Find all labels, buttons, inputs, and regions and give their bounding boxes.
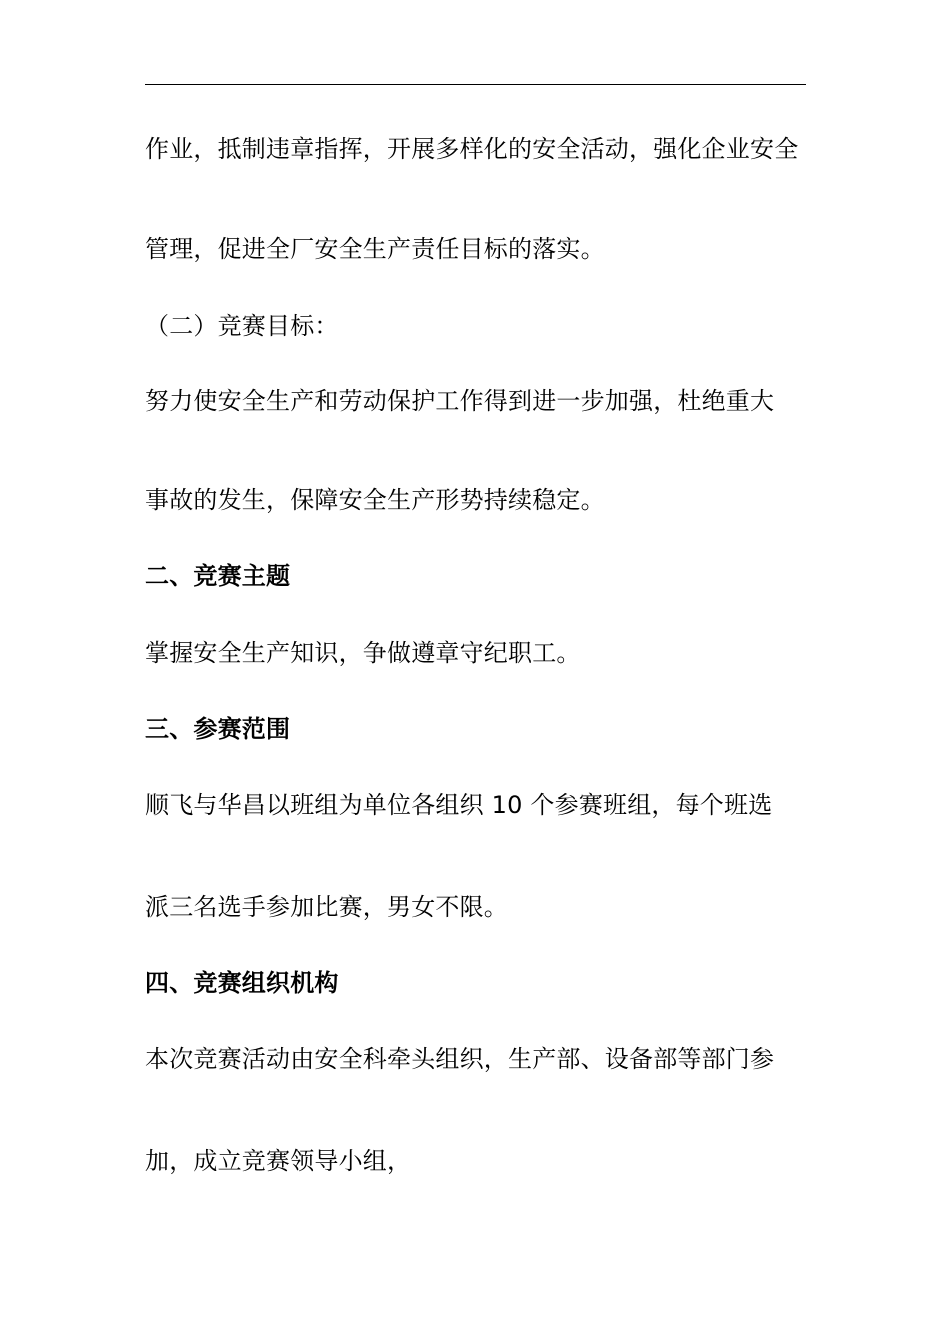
header-rule bbox=[145, 84, 806, 85]
section-heading: 三、参赛范围 bbox=[145, 715, 291, 743]
subsection-heading: （二）竞赛目标： bbox=[145, 312, 339, 340]
section-heading: 二、竞赛主题 bbox=[145, 562, 291, 590]
body-text-line: 作业，抵制违章指挥，开展多样化的安全活动，强化企业安全 bbox=[145, 135, 799, 163]
body-text-line: 本次竞赛活动由安全科牵头组织，生产部、设备部等部门参 bbox=[145, 1045, 775, 1073]
body-text-line: 事故的发生，保障安全生产形势持续稳定。 bbox=[145, 486, 605, 514]
body-text-line: 努力使安全生产和劳动保护工作得到进一步加强，杜绝重大 bbox=[145, 387, 775, 415]
body-text-line: 派三名选手参加比赛，男女不限。 bbox=[145, 893, 508, 921]
body-text-line: 加，成立竞赛领导小组， bbox=[145, 1147, 412, 1175]
section-heading: 四、竞赛组织机构 bbox=[145, 969, 339, 997]
body-text-line: 管理，促进全厂安全生产责任目标的落实。 bbox=[145, 235, 605, 263]
body-text-line: 掌握安全生产知识，争做遵章守纪职工。 bbox=[145, 639, 581, 667]
body-text-line: 顺飞与华昌以班组为单位各组织 10 个参赛班组，每个班选 bbox=[145, 791, 773, 819]
